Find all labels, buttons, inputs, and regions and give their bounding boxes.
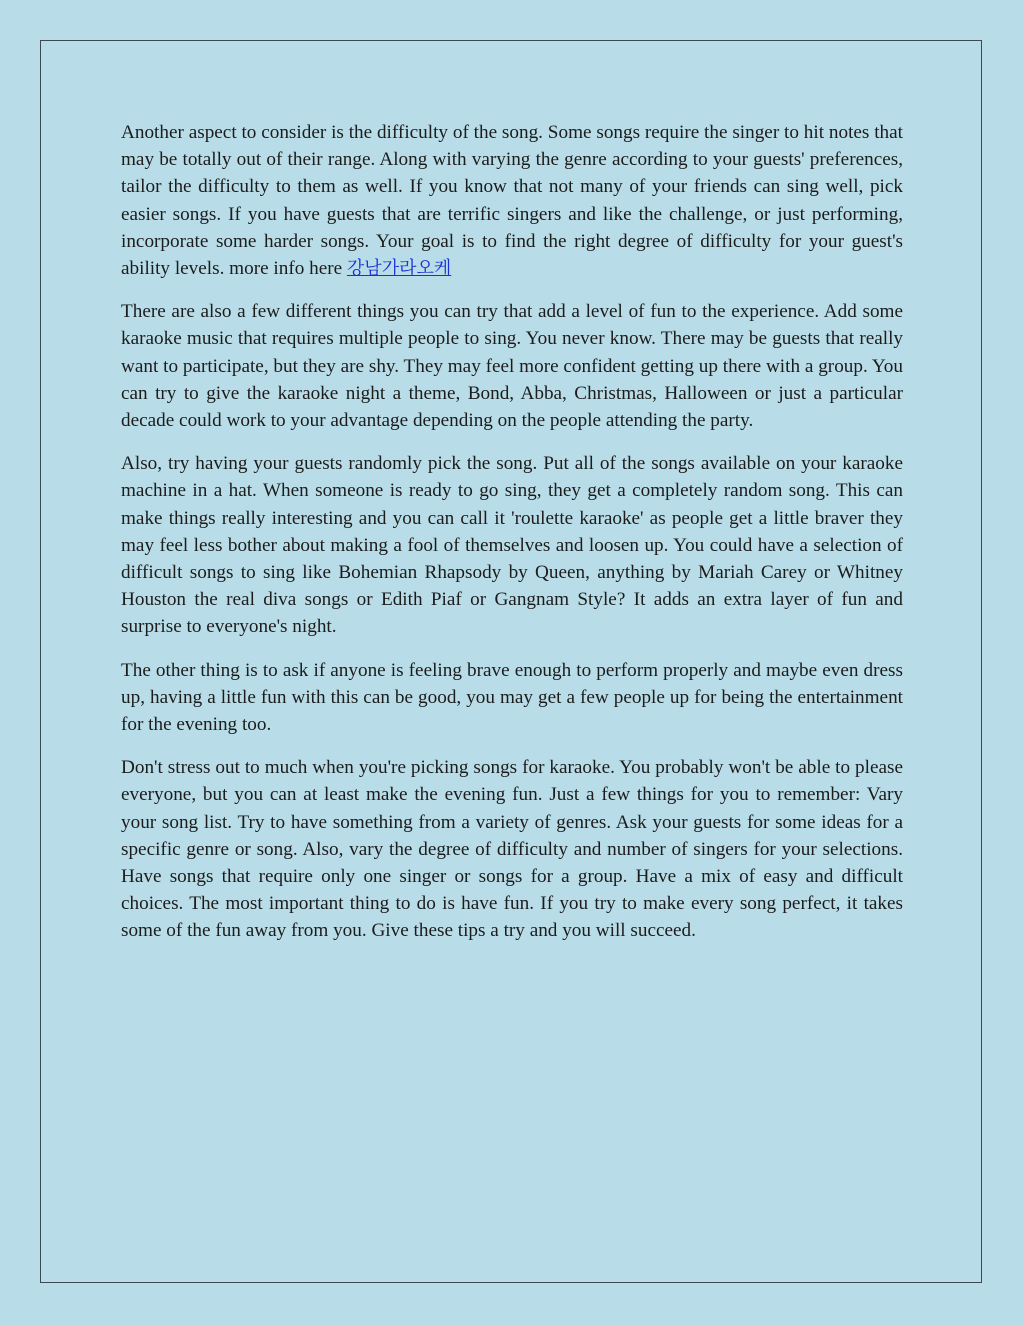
paragraph-text: Another aspect to consider is the difficulty of the song. Some songs require the singer to hit notes that may be totally out of their range. Along with varying the genre according to your guests' preferences, tailor the difficulty to them as well. If you know that not many of your friends can sing well, pick easier songs. If you have guests that are terrific singers and like the challenge, or just performing, incorporate some harder songs. Your goal is to find the right degree of difficulty for your guest's ability levels. more info here <box>121 122 903 280</box>
more-info-link[interactable]: 강남가라오케 <box>346 258 452 280</box>
paragraph-summary: Don't stress out to much when you're picking songs for karaoke. You probably won't be able to please everyone, but you can at least make the evening fun. Just a few things for you to remember: Vary your song list. Try to have something from a variety of genres. Ask your guests for some ideas for a specific genre or song. Also, vary the degree of difficulty and number of singers for your selections. Have songs that require only one singer or songs for a group. Have a mix of easy and difficult choices. The most important thing to do is have fun. If you try to make every song perfect, it takes some of the fun away from you. Give these tips a try and you will succeed. <box>121 757 903 942</box>
paragraph-fun-ideas: There are also a few different things you can try that add a level of fun to the experience. Add some karaoke music that requires multiple people to sing. You never know. There may be guests that really want to participate, but they are shy. They may feel more confident getting up there with a group. You can try to give the karaoke night a theme, Bond, Abba, Christmas, Halloween or just a particular decade could work to your advantage depending on the people attending the party. <box>121 301 903 432</box>
paragraph-random-pick: Also, try having your guests randomly pick the song. Put all of the songs available on your karaoke machine in a hat. When someone is ready to go sing, they get a completely random song. This can make things really interesting and you can call it 'roulette karaoke' as people get a little braver they may feel less bother about making a fool of themselves and loosen up. You could have a selection of difficult songs to sing like Bohemian Rhapsody by Queen, anything by Mariah Carey or Whitney Houston the real diva songs or Edith Piaf or Gangnam Style? It adds an extra layer of fun and surprise to everyone's night. <box>121 453 903 638</box>
document-body <box>121 119 903 961</box>
paragraph-perform-properly: The other thing is to ask if anyone is feeling brave enough to perform properly and maybe even dress up, having a little fun with this can be good, you may get a few people up for being the entertainment for the evening too. <box>121 659 903 736</box>
paragraph-song-difficulty <box>121 119 903 282</box>
